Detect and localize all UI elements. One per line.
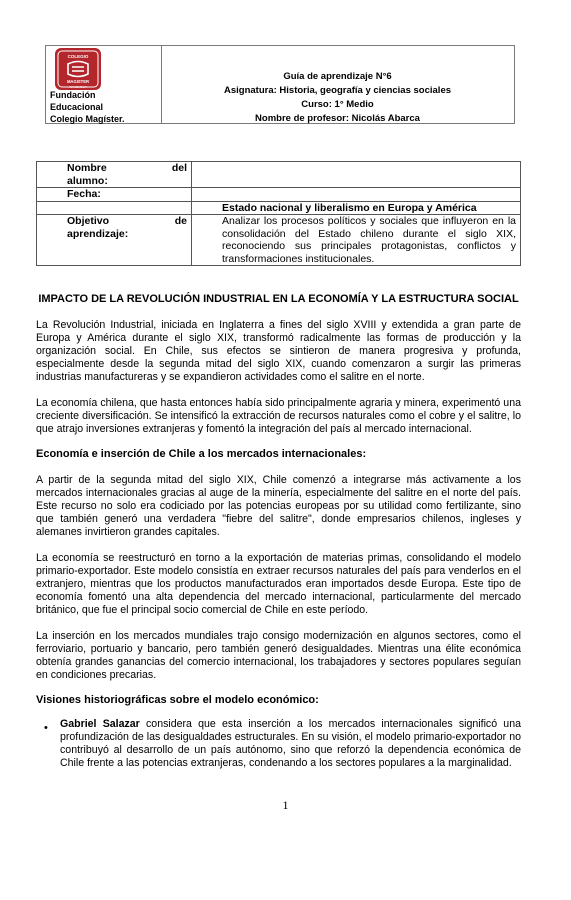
bullet-body: considera que esta inserción a los mercados internacionales significó una profundización de las desigualdades estructurales. En su visión, el modelo primario-exportador no contribuyó al desarrollo de un país autónomo, sino que reforzó la dependencia económica de Chile frente a las potencias extranjeras, condenando a los sectores populares a la marginalidad.	[60, 718, 521, 770]
name-label-a: Nombre	[67, 162, 107, 174]
student-info-table	[36, 161, 521, 266]
date-label: Fecha:	[37, 188, 192, 202]
bullet-icon: •	[44, 722, 48, 734]
school-info-cell	[46, 46, 162, 123]
objective-label-cell	[37, 215, 192, 266]
unit-title: Estado nacional y liberalismo en Europa y América	[192, 201, 521, 215]
paragraph: A partir de la segunda mitad del siglo XIX, Chile comenzó a integrarse más activamente a los mercados internacionales gracias al auge de la minería, especialmente del salitre en el norte del país. Este recurso no solo era codiciado por las potencias europeas por su utilidad como fertilizante, sino que también generó una verdadera "fiebre del salitre", donde empresarios chilenos, ingleses y alemanes invirtieron grandes capitales.	[36, 474, 521, 539]
section-heading: Visiones historiográficas sobre el modelo económico:	[36, 694, 319, 706]
paragraph: La economía chilena, que hasta entonces había sido principalmente agraria y minera, experimentó una creciente diversificación. Se intensificó la extracción de recursos naturales como el cobre y el salitre, lo que atrajo inversiones extranjeras y fomentó la integración del país al mercado internacional.	[36, 397, 521, 436]
school-name	[50, 89, 125, 125]
school-logo-icon	[54, 47, 102, 91]
document-title: IMPACTO DE LA REVOLUCIÓN INDUSTRIAL EN LA ECONOMÍA Y LA ESTRUCTURA SOCIAL	[38, 293, 519, 305]
logo-top-text: COLEGIO	[67, 54, 89, 59]
guide-number: Guía de aprendizaje N°6	[283, 71, 392, 82]
logo-bottom-text: MAGISTER	[66, 79, 90, 84]
objective-label-b: de	[174, 215, 187, 227]
subject: Asignatura: Historia, geografía y ciencias sociales	[223, 85, 452, 96]
school-line: Colegio Magíster.	[50, 114, 125, 124]
objective-text: Analizar los procesos políticos y sociales que influyeron en la consolidación del Estado chileno durante el siglo XIX, reconociendo sus principales protagonistas, conflictos y transformaciones institucionales.	[192, 215, 521, 266]
table-row	[37, 201, 521, 215]
name-label-b: del	[171, 162, 187, 174]
table-row	[37, 188, 521, 202]
logo-city-text: RANCAGUA	[69, 85, 87, 89]
table-row	[37, 162, 521, 188]
paragraph: La Revolución Industrial, iniciada en Inglaterra a fines del siglo XVIII y extendida a gran parte de Europa y América durante el siglo XIX, transformó radicalmente las formas de producción y la organización social. En Chile, sus efectos se sintieron de manera progresiva y profunda, especialmente desde la segunda mitad del siglo XIX, cuando comenzaron a surgir las primeras industrias manufactureras y se expandieron actividades como el salitre en el norte.	[36, 319, 521, 384]
historian-name: Gabriel Salazar	[60, 718, 140, 730]
bullet-item	[60, 718, 521, 770]
page-number: 1	[282, 798, 289, 812]
guide-info	[161, 70, 514, 126]
course: Curso: 1° Medio	[301, 99, 374, 110]
paragraph: La economía se reestructuró en torno a la exportación de materias primas, consolidando el modelo primario-exportador. Este modelo consistía en extraer recursos naturales del país para venderlos en el extranjero, mientras que los productos manufacturados eran importados desde Europa. Este tipo de economía fomentó una alta dependencia del mercado internacional, particularmente del mercado británico, que fue el principal socio comercial de Chile en este período.	[36, 552, 521, 617]
document-header	[45, 45, 515, 124]
section-heading: Economía e inserción de Chile a los mercados internacionales:	[36, 448, 367, 460]
teacher-name: Nombre de profesor: Nicolás Abarca	[255, 113, 420, 124]
paragraph: La inserción en los mercados mundiales trajo consigo modernización en algunos sectores, como el ferroviario, portuario y bancario, pero también generó desigualdades. Mientras una élite económica obtenía grandes ganancias del comercio internacional, los trabajadores y sectores populares seguían en condiciones precarias.	[36, 630, 521, 682]
name-label-c: alumno:	[67, 174, 108, 187]
objective-label-a: Objetivo	[67, 215, 110, 227]
date-field[interactable]	[192, 188, 521, 202]
objective-label-c: aprendizaje:	[67, 227, 129, 240]
school-line: Fundación	[50, 90, 96, 100]
name-label-cell	[37, 162, 192, 188]
table-row	[37, 215, 521, 266]
name-field[interactable]	[192, 162, 521, 188]
school-line: Educacional	[50, 102, 104, 112]
